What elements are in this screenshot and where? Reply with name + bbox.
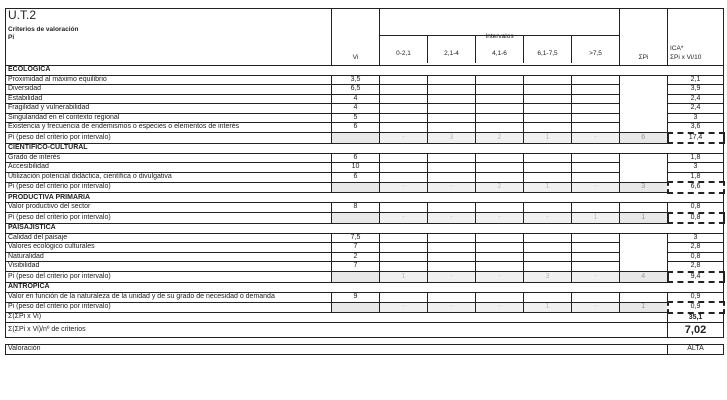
interval-cell [380,75,428,85]
interval-cell [476,85,524,95]
pi-interval-cell: 1 [572,213,620,224]
criterion-row [6,75,724,85]
interval-cell [428,75,476,85]
pi-interval-cell: - [428,182,476,193]
header-row [6,9,724,66]
pi-interval-cell: - [428,213,476,224]
interval-cell [572,85,620,95]
criterion-row [6,252,724,262]
criterion-label: Existencia y frecuencia de endemismos o especies o elementos de interés [6,123,332,133]
section-header-row [6,193,724,203]
ica-value: 3,9 [668,85,724,95]
pi-interval-cell: 1 [380,272,428,283]
sum-pi-blank [620,75,668,133]
interval-cell [524,292,572,302]
vi-value: 6 [332,123,380,133]
page-title: U.T.2 [8,8,37,22]
interval-cell [572,94,620,104]
criterion-label: Proximidad al máximo equilibrio [6,75,332,85]
interval-cell [428,243,476,253]
intervalos-header-cell [380,9,620,66]
section-header-row [6,282,724,292]
interval-cell [524,94,572,104]
pi-sum-value: 4 [620,272,668,283]
interval-cell [428,252,476,262]
interval-cell [380,292,428,302]
interval-cell [572,203,620,213]
vi-value: 7,5 [332,233,380,243]
interval-cell [572,172,620,182]
vi-value: 4 [332,94,380,104]
interval-cell [524,113,572,123]
interval-cell [524,123,572,133]
interval-cell [428,104,476,114]
interval-cell [524,153,572,163]
interval-cell [572,163,620,173]
vi-value: 9 [332,292,380,302]
criterion-label: Fragilidad y vulnerabilidad [6,104,332,114]
section-header-row [6,223,724,233]
pi-ica-total: 0,8 [668,213,724,224]
valoracion-row [6,345,724,355]
sum-pi-blank [620,292,668,302]
criterion-label: Utilización potencial didáctica, científica o divulgativa [6,172,332,182]
pi-interval-cell: - [524,213,572,224]
interval-cell [524,252,572,262]
vi-value: 6 [332,153,380,163]
pi-interval-cell: - [428,302,476,313]
pi-row-vi-blank [332,213,380,224]
pi-interval-cell: 1 [524,133,572,144]
criterion-label: Diversidad [6,85,332,95]
criterion-row [6,292,724,302]
vi-value: 7 [332,262,380,272]
interval-cell [428,163,476,173]
interval-cell [428,292,476,302]
interval-cell [572,113,620,123]
interval-cell [524,262,572,272]
criterion-row [6,94,724,104]
pi-row-vi-blank [332,302,380,313]
vi-value: 5 [332,113,380,123]
pi-interval-cell: - [476,272,524,283]
criterion-label: Grado de interés [6,153,332,163]
interval-cell [380,233,428,243]
section-name: CIENTÍFICO-CULTURAL [6,143,724,153]
pi-row [6,213,724,224]
interval-cell [572,75,620,85]
pi-interval-cell: 3 [428,133,476,144]
ica-value: 3,6 [668,123,724,133]
pi-interval-cell: - [380,213,428,224]
pi-sum-value: 1 [620,302,668,313]
interval-cell [428,233,476,243]
criterion-label: Calidad del paisaje [6,233,332,243]
valoracion-label: Valoración [6,345,668,355]
criterion-row [6,113,724,123]
interval-cell [476,75,524,85]
pi-interval-cell: 1 [524,182,572,193]
interval-cell [476,292,524,302]
ica-header [668,9,724,66]
interval-cell [524,233,572,243]
sum-pi-blank [620,203,668,213]
criterion-label: Accesibilidad [6,163,332,173]
pi-interval-cell: 2 [476,133,524,144]
pi-interval-cell: - [380,133,428,144]
interval-cell [380,163,428,173]
interval-cell [380,85,428,95]
vi-value: 6,5 [332,85,380,95]
pi-row-vi-blank [332,182,380,193]
pi-interval-cell: - [572,182,620,193]
totals-sum-row [6,313,724,323]
pi-ica-total: 6,6 [668,182,724,193]
vi-header: Vi [332,9,380,66]
spacer-row [6,338,724,345]
criterion-row [6,172,724,182]
pi-sum-value: 1 [620,213,668,224]
interval-col-0: 0-2,1 [380,36,428,63]
interval-cell [524,243,572,253]
criterion-row [6,262,724,272]
section-name: ANTRÓPICA [6,282,724,292]
interval-cell [476,94,524,104]
interval-cell [476,123,524,133]
interval-cell [524,203,572,213]
criterion-label: Estabilidad [6,94,332,104]
interval-cell [572,292,620,302]
interval-cell [476,233,524,243]
vi-value: 10 [332,163,380,173]
ica-header-line1: ICA* [670,45,684,52]
ica-value: 0,8 [668,252,724,262]
criterion-label: Valores ecológico culturales [6,243,332,253]
interval-col-3: 6,1-7,5 [524,36,572,63]
pi-interval-cell: 3 [524,272,572,283]
interval-cell [572,262,620,272]
criterion-row [6,104,724,114]
pi-interval-cell: - [572,133,620,144]
pi-row [6,133,724,144]
ica-value: 2,1 [668,75,724,85]
sum-pi-blank [620,233,668,272]
section-name: PAISAJÍSTICA [6,223,724,233]
interval-cell [572,252,620,262]
ica-value: 0,9 [668,292,724,302]
totals-avg-value: 7,02 [668,323,724,338]
ica-value: 3 [668,113,724,123]
ica-value: 0,8 [668,203,724,213]
pi-sum-value: 3 [620,182,668,193]
pi-interval-cell: - [428,272,476,283]
criterion-label: Valor en función de la naturaleza de la unidad y de su grado de necesidad o demanda [6,292,332,302]
interval-cell [428,123,476,133]
interval-cell [380,262,428,272]
ica-value: 1,8 [668,172,724,182]
interval-col-1: 2,1-4 [428,36,476,63]
interval-col-4: >7,5 [589,50,602,57]
criterion-label: Naturalidad [6,252,332,262]
interval-cell [380,94,428,104]
interval-cell [380,153,428,163]
criterion-row [6,233,724,243]
criterion-label: Visibilidad [6,262,332,272]
pi-row-label: Pi (peso del criterio por intervalo) [6,272,332,283]
sum-pi-header: ΣPi [620,9,668,66]
interval-cell [476,153,524,163]
pi-row-vi-blank [332,133,380,144]
criterion-row [6,163,724,173]
ica-value: 3 [668,163,724,173]
interval-cell [476,252,524,262]
pi-row-label: Pi (peso del criterio por intervalo) [6,182,332,193]
ica-value: 2,8 [668,243,724,253]
totals-avg-row [6,323,724,338]
interval-cell [572,153,620,163]
pi-row [6,272,724,283]
interval-cell [572,243,620,253]
totals-sum-label: Σ(ΣPi x Vi) [6,313,668,323]
ica-value: 2,4 [668,94,724,104]
header-title-cell [6,9,332,66]
section-name: PRODUCTIVA PRIMARIA [6,193,724,203]
interval-cell [380,252,428,262]
criterion-row [6,85,724,95]
pi-interval-cell: 2 [476,182,524,193]
pi-row-label: Pi (peso del criterio por intervalo) [6,302,332,313]
vi-value: 6 [332,172,380,182]
interval-cell [572,104,620,114]
spacer [6,338,724,345]
interval-cell [428,153,476,163]
vi-value: 8 [332,203,380,213]
interval-cell [380,104,428,114]
totals-avg-label: Σ(ΣPi x Vi)/nº de criterios [6,323,668,338]
vi-value: 7 [332,243,380,253]
vi-value: 4 [332,104,380,114]
interval-cell [572,233,620,243]
criterion-row [6,153,724,163]
interval-cell [428,85,476,95]
pi-label: Pi [8,34,15,41]
criterion-label: Valor productivo del sector [6,203,332,213]
interval-cell [524,85,572,95]
pi-row [6,302,724,313]
valoracion-value: ALTA [668,345,724,355]
pi-ica-total: 0,9 [668,302,724,313]
interval-cell [428,203,476,213]
pi-interval-cell: - [380,302,428,313]
pi-interval-cell: - [476,213,524,224]
pi-row-label: Pi (peso del criterio por intervalo) [6,133,332,144]
interval-cell [476,243,524,253]
pi-ica-total: 17,4 [668,133,724,144]
interval-cell [428,113,476,123]
ica-value: 2,4 [668,104,724,114]
criterios-label: Criterios de valoración [8,25,79,33]
interval-cell [476,172,524,182]
interval-col-2: 4,1-6 [476,36,524,63]
section-header-row [6,143,724,153]
valuation-table [5,8,725,355]
criterion-row [6,243,724,253]
interval-cell [476,203,524,213]
pi-sum-value: 6 [620,133,668,144]
pi-row-vi-blank [332,272,380,283]
interval-cell [380,172,428,182]
interval-cell [524,104,572,114]
interval-cell [476,104,524,114]
pi-interval-cell: - [572,272,620,283]
interval-cell [572,123,620,133]
section-header-row [6,66,724,76]
interval-cell [380,243,428,253]
interval-cell [380,203,428,213]
intervalos-label: Intervalos [380,9,619,36]
ica-value: 2,8 [668,262,724,272]
pi-interval-cell: 1 [524,302,572,313]
sum-pi-blank [620,153,668,182]
interval-cell [524,172,572,182]
criterion-label: Singularidad en el contexto regional [6,113,332,123]
interval-cell [428,94,476,104]
intervalos-cols [380,36,619,63]
pi-ica-total: 9,4 [668,272,724,283]
ica-value: 3 [668,233,724,243]
interval-cell [476,113,524,123]
pi-interval-cell: - [476,302,524,313]
vi-value: 2 [332,252,380,262]
interval-cell [476,163,524,173]
section-name: ECOLÓGICA [6,66,724,76]
criterion-row [6,123,724,133]
pi-row-label: Pi (peso del criterio por intervalo) [6,213,332,224]
interval-cell [380,123,428,133]
interval-cell [524,163,572,173]
pi-interval-cell: - [380,182,428,193]
interval-cell [524,75,572,85]
ica-header-line2: ΣPi x Vi/10 [670,53,702,61]
interval-cell [476,262,524,272]
vi-value: 3,5 [332,75,380,85]
ica-value: 1,8 [668,153,724,163]
interval-cell [428,262,476,272]
interval-cell [428,172,476,182]
totals-sum-value: 35,1 [668,313,724,323]
pi-interval-cell: - [572,302,620,313]
interval-cell [380,113,428,123]
pi-row [6,182,724,193]
criterion-row [6,203,724,213]
